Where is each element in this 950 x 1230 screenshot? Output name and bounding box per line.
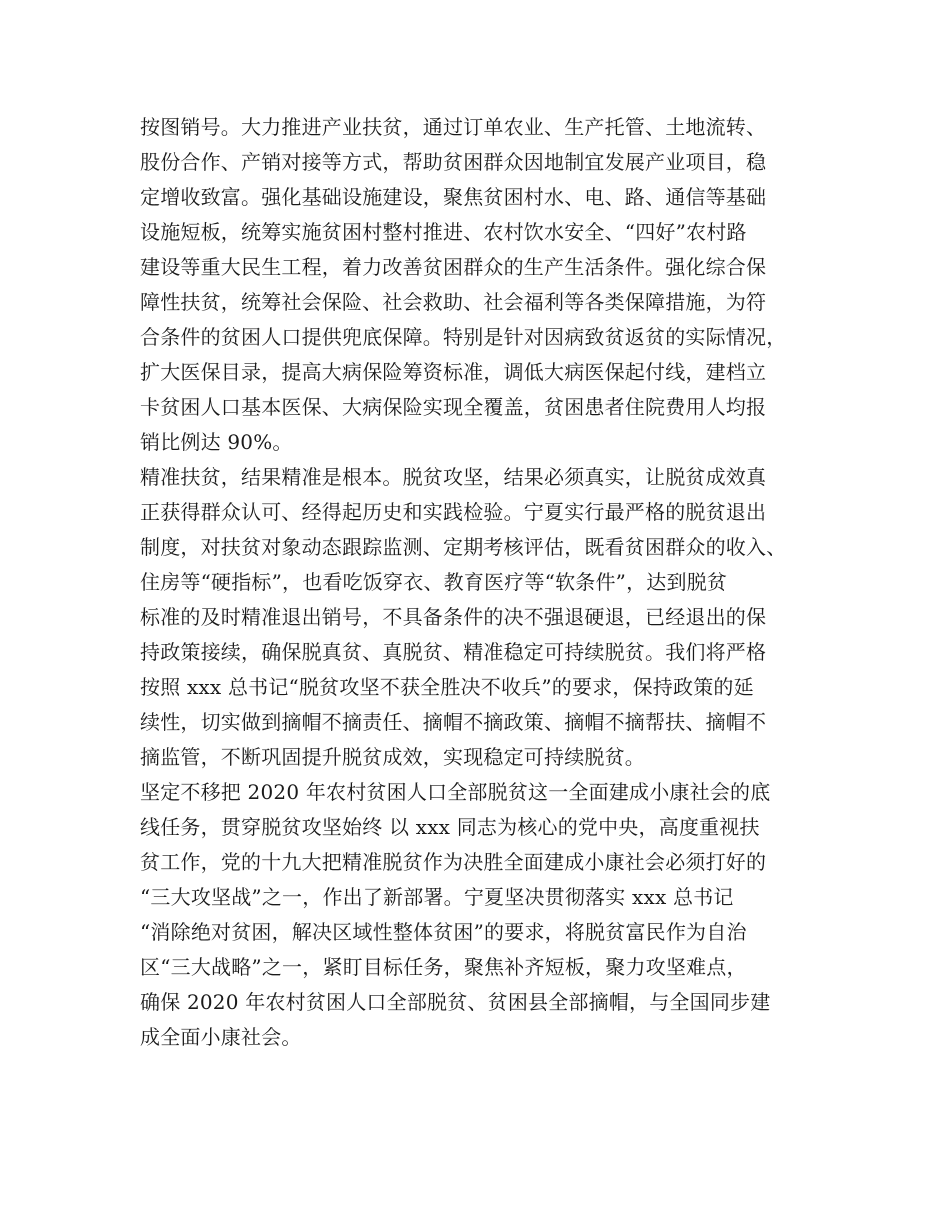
- text-line: “消除绝对贫困，解决区域性整体贫困”的要求，将脱贫富民作为自治: [140, 920, 747, 944]
- text-line: 住房等“硬指标”，也看吃饭穿衣、教育医疗等“软条件”，达到脱贫: [140, 570, 728, 594]
- text-line: 正获得群众认可、经得起历史和实践检验。宁夏实行最严格的脱贫退出: [140, 500, 767, 524]
- text-line: 贫工作，党的十九大把精准脱贫作为决胜全面建成小康社会必须打好的: [140, 850, 767, 874]
- text-line: 建设等重大民生工程，着力改善贫困群众的生产生活条件。强化综合保: [140, 255, 767, 279]
- text-line: 持政策接续，确保脱真贫、真脱贫、精准稳定可持续脱贫。我们将严格: [140, 640, 767, 664]
- text-line: 按照 xxx 总书记“脱贫攻坚不获全胜决不收兵”的要求，保持政策的延: [140, 675, 754, 699]
- text-line: 股份合作、产销对接等方式，帮助贫困群众因地制宜发展产业项目，稳: [140, 150, 767, 174]
- text-line: 坚定不移把 2020 年农村贫困人口全部脱贫这一全面建成小康社会的底: [140, 780, 771, 804]
- text-line: 确保 2020 年农村贫困人口全部脱贫、贫困县全部摘帽，与全国同步建: [140, 990, 771, 1014]
- text-line: 合条件的贫困人口提供兜底保障。特别是针对因病致贫返贫的实际情况，: [140, 325, 787, 349]
- text-line: 摘监管，不断巩固提升脱贫成效，实现稳定可持续脱贫。: [140, 745, 645, 769]
- text-line: 制度，对扶贫对象动态跟踪监测、定期考核评估，既看贫困群众的收入、: [140, 535, 787, 559]
- text-line: 卡贫困人口基本医保、大病保险实现全覆盖，贫困患者住院费用人均报: [140, 395, 767, 419]
- text-line: 障性扶贫，统筹社会保险、社会救助、社会福利等各类保障措施，为符: [140, 290, 767, 314]
- text-line: 设施短板，统筹实施贫困村整村推进、农村饮水安全、“四好”农村路: [140, 220, 747, 244]
- text-line: 标准的及时精准退出销号，不具备条件的决不强退硬退，已经退出的保: [140, 605, 767, 629]
- text-line: 扩大医保目录，提高大病保险筹资标准，调低大病医保起付线，建档立: [140, 360, 767, 384]
- text-line: 精准扶贫，结果精准是根本。脱贫攻坚，结果必须真实，让脱贫成效真: [140, 465, 767, 489]
- text-line: 续性，切实做到摘帽不摘责任、摘帽不摘政策、摘帽不摘帮扶、摘帽不: [140, 710, 767, 734]
- text-line: 销比例达 90%。: [140, 430, 293, 454]
- document-body: [140, 110, 828, 1055]
- text-line: 线任务，贯穿脱贫攻坚始终 以 xxx 同志为核心的党中央，高度重视扶: [140, 815, 760, 839]
- text-line: 区“三大战略”之一，紧盯目标任务，聚焦补齐短板，聚力攻坚难点，: [140, 955, 747, 979]
- text-line: “三大攻坚战”之一，作出了新部署。宁夏坚决贯彻落实 xxx 总书记: [140, 885, 734, 909]
- text-line: 成全面小康社会。: [140, 1025, 302, 1049]
- text-line: 按图销号。大力推进产业扶贫，通过订单农业、生产托管、土地流转、: [140, 115, 767, 139]
- text-line: 定增收致富。强化基础设施建设，聚焦贫困村水、电、路、通信等基础: [140, 185, 767, 209]
